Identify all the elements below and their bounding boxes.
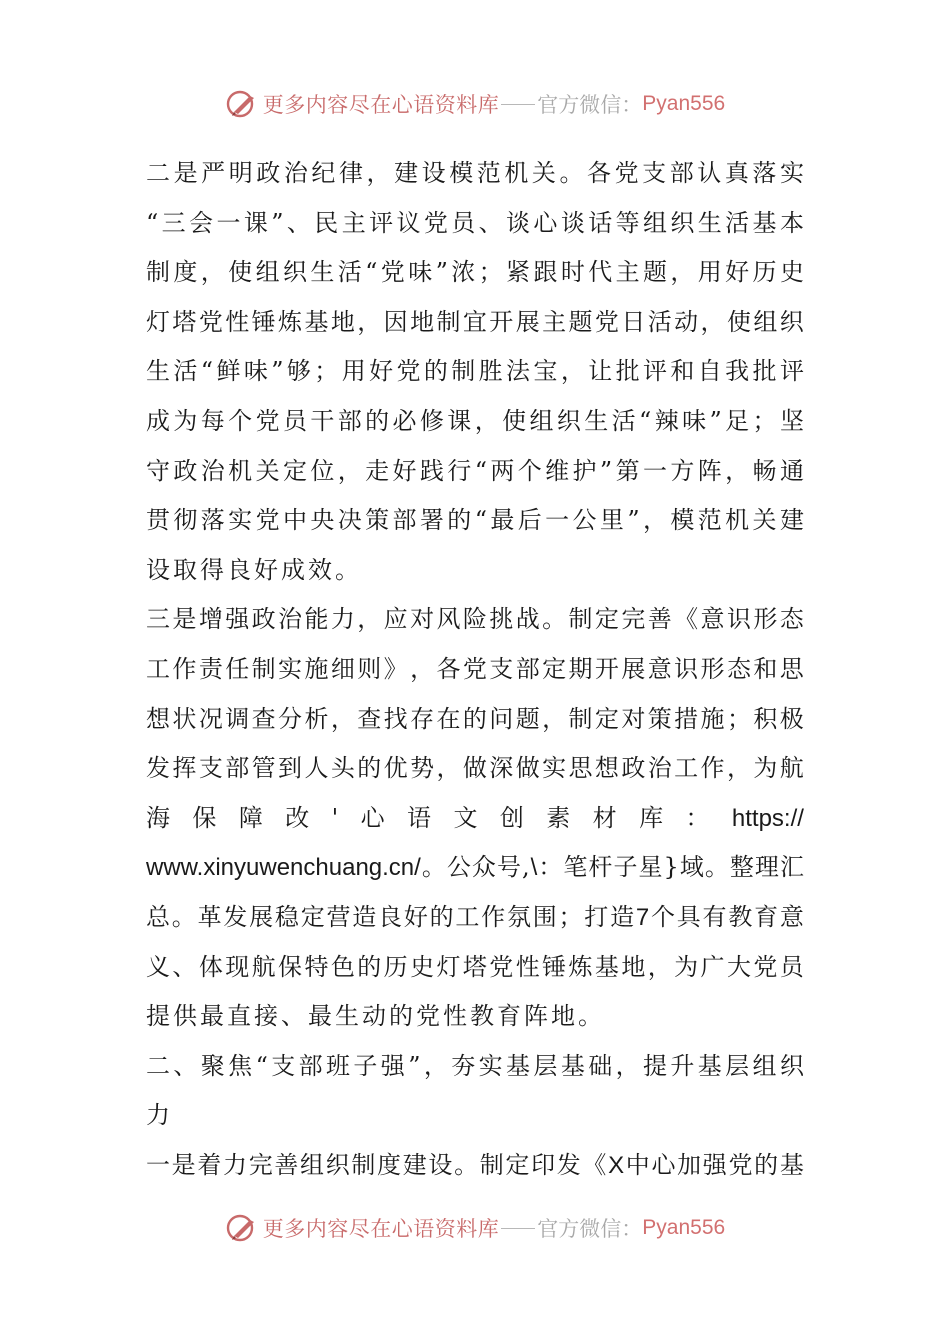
- text-line: 贯 彻 落 实 党 中 央 决 策 部 署 的 “ 最 后 一 公 里 ” ， 模 范 机 关 建: [146, 506, 804, 535]
- text-line: 义 、 体 现 航 保 特 色 的 历 史 灯 塔 党 性 锤 炼 基 地 ， 为 广 大 党 员: [146, 952, 804, 981]
- pen-logo-icon: [225, 87, 259, 121]
- text-line: 想 状 况 调 查 分 析 ， 查 找 存 在 的 问 题 ， 制 定 对 策 措 施 ； 积 极: [146, 704, 804, 733]
- text-line: 灯 塔 党 性 锤 炼 基 地 ， 因 地 制 宜 开 展 主 题 党 日 活 动 ， 使 组 织: [146, 307, 804, 336]
- watermark-wechat-id: Pyan556: [642, 1216, 726, 1239]
- header-watermark-banner: [0, 84, 950, 124]
- text-line: 制 度 ， 使 组 织 生 活 “ 党 味 ” 浓 ； 紧 跟 时 代 主 题 ， 用 好 历 史: [146, 258, 804, 287]
- text-line: 二 是 严 明 政 治 纪 律 ， 建 设 模 范 机 关 。 各 党 支 部 认 真 落 实: [146, 159, 804, 187]
- text-line: 二 、 聚 焦 “ 支 部 班 子 强 ” ， 夯 实 基 层 基 础 ， 提 升 基 层 组 织: [146, 1051, 804, 1080]
- text-line: 海 保 障 改 ' 心 语 文 创 素 材 库 ： https://: [146, 803, 804, 832]
- watermark-dash: [501, 1228, 535, 1229]
- text-line: www.xinyuwenchuang.cn/ 。 公 众 号 , \ ： 笔 杆 子 星 } 域 。 整 理 汇: [146, 853, 804, 882]
- text-line: 生 活 “ 鲜 味 ” 够 ； 用 好 党 的 制 胜 法 宝 ， 让 批 评 和 自 我 批 评: [146, 357, 804, 386]
- watermark-wechat-id: Pyan556: [642, 92, 726, 115]
- footer-watermark-banner: [0, 1208, 950, 1248]
- watermark-brand-text: 更多内容尽在心语资料库: [262, 1217, 500, 1241]
- text-line: 成 为 每 个 党 员 干 部 的 必 修 课 ， 使 组 织 生 活 “ 辣 味 ” 足 ； 坚: [146, 406, 804, 435]
- text-line: 守 政 治 机 关 定 位 ， 走 好 践 行 “ 两 个 维 护 ” 第 一 方 阵 ， 畅 通: [146, 456, 804, 485]
- text-line: 提 供 最 直 接 、 最 生 动 的 党 性 教 育 阵 地 。: [146, 1002, 605, 1031]
- watermark-official-label: 官方微信：: [537, 1217, 643, 1241]
- text-line: 一 是 着 力 完 善 组 织 制 度 建 设 。 制 定 印 发 《 X 中 心 加 强 党 的 基: [146, 1150, 804, 1179]
- text-line: 三 是 增 强 政 治 能 力 ， 应 对 风 险 挑 战 。 制 定 完 善 《 意 识 形 态: [146, 605, 804, 634]
- text-line: 设 取 得 良 好 成 效 。: [146, 555, 362, 584]
- watermark-official-label: 官方微信：: [537, 93, 643, 117]
- text-line: 力: [146, 1101, 173, 1130]
- watermark-dash: [501, 104, 535, 105]
- document-body: [146, 149, 804, 1190]
- pen-logo-icon: [225, 1211, 259, 1245]
- text-line: 发 挥 支 部 管 到 人 头 的 优 势 ， 做 深 做 实 思 想 政 治 工 作 ， 为 航: [146, 754, 804, 783]
- text-line: “ 三 会 一 课 ” 、 民 主 评 议 党 员 、 谈 心 谈 话 等 组 织 生 活 基 本: [146, 208, 804, 237]
- text-line: 工 作 责 任 制 实 施 细 则 》 ， 各 党 支 部 定 期 开 展 意 识 形 态 和 思: [146, 654, 804, 683]
- text-line: 总 。 革 发 展 稳 定 营 造 良 好 的 工 作 氛 围 ； 打 造 7 个 具 有 教 育 意: [146, 902, 804, 931]
- watermark-brand-text: 更多内容尽在心语资料库: [262, 93, 500, 117]
